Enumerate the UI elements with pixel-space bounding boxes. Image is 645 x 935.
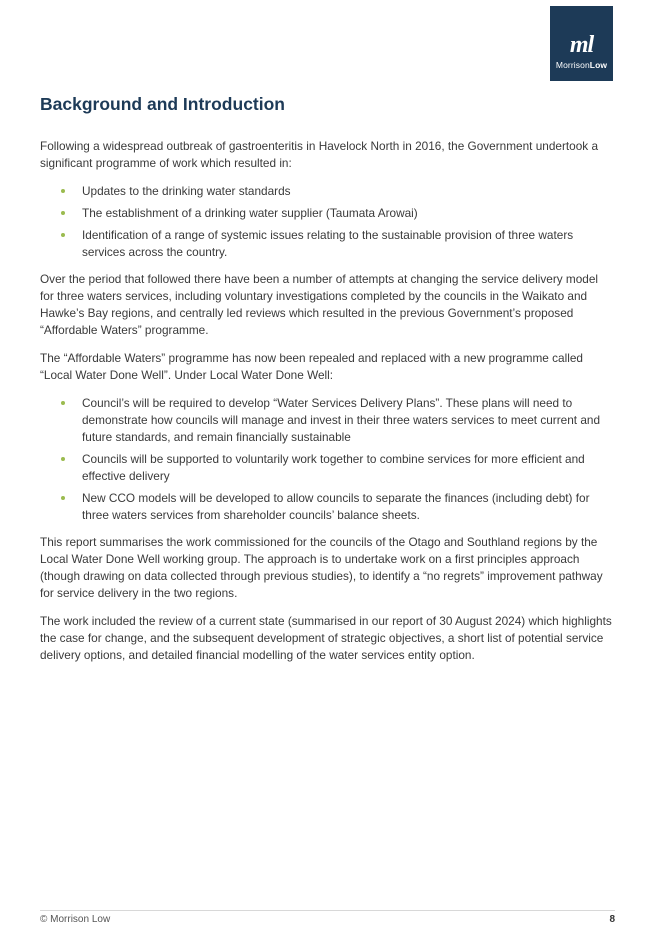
list-item-text: Councils will be supported to voluntarily work together to combine services for more efficient and effective delivery <box>82 452 585 483</box>
local-water-list <box>40 395 612 524</box>
body-content <box>40 138 612 675</box>
morrisonlow-logo <box>550 6 613 81</box>
logo-word-regular: Morrison <box>555 60 590 70</box>
list-item <box>40 395 612 446</box>
list-item-text: Updates to the drinking water standards <box>82 184 291 198</box>
programme-paragraph: The “Affordable Waters” programme has now been repealed and replaced with a new programme called “Local Water Done Well”. Under Local Water Done Well: <box>40 351 583 382</box>
list-item-text: New CCO models will be developed to allow councils to separate the finances (including debt) for three waters services from shareholder councils’ balance sheets. <box>82 491 590 522</box>
logo-mark: ml <box>569 32 594 58</box>
bullet-dot <box>61 401 65 405</box>
footer-divider <box>40 910 615 911</box>
report-summary-paragraph: This report summarises the work commissioned for the councils of the Otago and Southland regions by the Local Water Done Well working group. The approach is to undertake work on a first principles approach (though drawing on data collected through previous studies), to identify a “no regrets” improvement pathway for service delivery in the two regions. <box>40 535 603 600</box>
list-item-text: Identification of a range of systemic issues relating to the sustainable provision of three waters services across the country. <box>82 228 574 259</box>
history-paragraph: Over the period that followed there have been a number of attempts at changing the service delivery model for three waters services, including voluntary investigations completed by the councils in the Waikato and Hawke’s Bay regions, and centrally led reviews which resulted in the previous Government’s proposed “Affordable Waters” programme. <box>40 272 599 337</box>
bullet-dot <box>61 457 65 461</box>
work-included-paragraph: The work included the review of a current state (summarised in our report of 30 August 2024) which highlights the case for change, and the subsequent development of strategic objectives, a short list of potential service delivery options, and detailed financial modelling of the water services entity option. <box>40 614 612 662</box>
page-heading: Background and Introduction <box>40 94 285 114</box>
bullet-dot <box>61 211 65 215</box>
bullet-dot <box>61 233 65 237</box>
list-item <box>40 183 612 200</box>
page-number: 8 <box>609 914 615 925</box>
list-item <box>40 205 612 222</box>
logo-wordmark <box>550 60 613 70</box>
bullet-dot <box>61 496 65 500</box>
outcomes-list <box>40 183 612 261</box>
list-item <box>40 227 612 261</box>
list-item-text: Council’s will be required to develop “Water Services Delivery Plans”. These plans will need to demonstrate how councils will manage and invest in their three waters services to meet current and future standards, and remain financially sustainable <box>82 396 601 444</box>
list-item-text: The establishment of a drinking water supplier (Taumata Arowai) <box>82 206 418 220</box>
intro-paragraph: Following a widespread outbreak of gastroenteritis in Havelock North in 2016, the Government undertook a significant programme of work which resulted in: <box>40 139 599 170</box>
footer-copyright: © Morrison Low <box>40 914 111 925</box>
logo-word-bold: Low <box>589 60 608 70</box>
list-item <box>40 451 612 485</box>
bullet-dot <box>61 189 65 193</box>
list-item <box>40 490 612 524</box>
